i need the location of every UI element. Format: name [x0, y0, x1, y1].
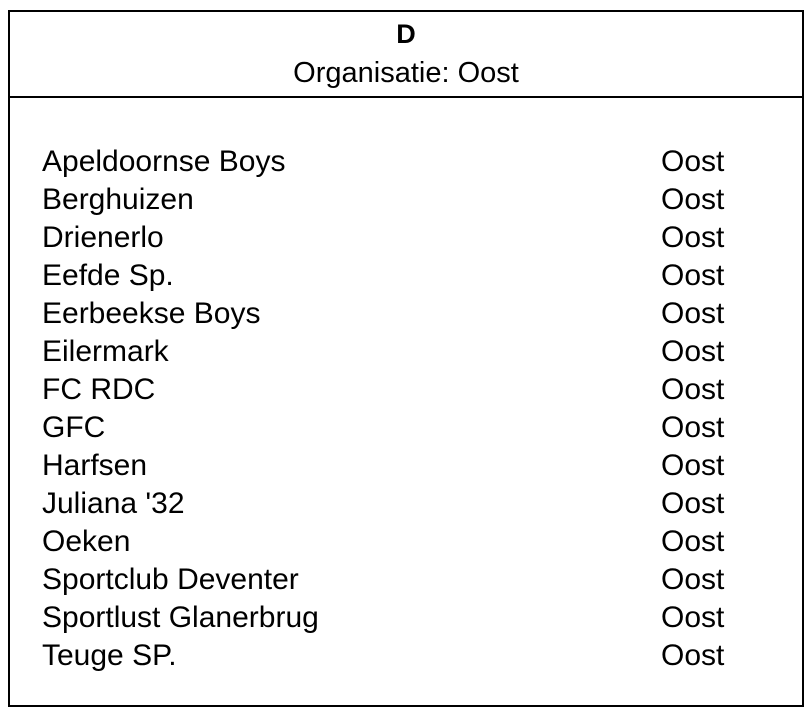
panel-header: [10, 12, 802, 98]
club-region: Oost: [661, 183, 725, 216]
club-name: Berghuizen: [42, 183, 194, 216]
club-region: Oost: [661, 639, 725, 672]
club-region: Oost: [661, 145, 725, 178]
club-row: [10, 181, 802, 219]
club-row: [10, 409, 802, 447]
club-name: Teuge SP.: [42, 639, 177, 672]
club-region: Oost: [661, 373, 725, 406]
club-name: Eerbeekse Boys: [42, 297, 261, 330]
club-region: Oost: [661, 487, 725, 520]
club-name: Sportlust Glanerbrug: [42, 601, 319, 634]
club-row: [10, 561, 802, 599]
club-name: Eilermark: [42, 335, 169, 368]
club-list: [10, 143, 802, 675]
club-row: [10, 447, 802, 485]
club-row: [10, 637, 802, 675]
club-name: FC RDC: [42, 373, 156, 406]
club-row: [10, 523, 802, 561]
club-row: [10, 295, 802, 333]
organisation-title: Organisatie: Oost: [293, 57, 519, 89]
club-name: Harfsen: [42, 449, 148, 482]
club-row: [10, 333, 802, 371]
club-region: Oost: [661, 525, 725, 558]
club-name: Juliana '32: [42, 487, 185, 520]
club-name: Drienerlo: [42, 221, 164, 254]
club-row: [10, 371, 802, 409]
club-region: Oost: [661, 221, 725, 254]
club-region: Oost: [661, 563, 725, 596]
club-region: Oost: [661, 601, 725, 634]
club-row: [10, 219, 802, 257]
group-panel: [8, 10, 804, 707]
club-row: [10, 599, 802, 637]
club-name: GFC: [42, 411, 106, 444]
club-region: Oost: [661, 411, 725, 444]
club-region: Oost: [661, 259, 725, 292]
club-row: [10, 143, 802, 181]
club-row: [10, 257, 802, 295]
club-row: [10, 485, 802, 523]
club-region: Oost: [661, 335, 725, 368]
club-name: Sportclub Deventer: [42, 563, 299, 596]
club-region: Oost: [661, 297, 725, 330]
group-letter: D: [396, 19, 416, 49]
club-name: Oeken: [42, 525, 131, 558]
club-region: Oost: [661, 449, 725, 482]
club-name: Eefde Sp.: [42, 259, 174, 292]
club-name: Apeldoornse Boys: [42, 145, 286, 178]
